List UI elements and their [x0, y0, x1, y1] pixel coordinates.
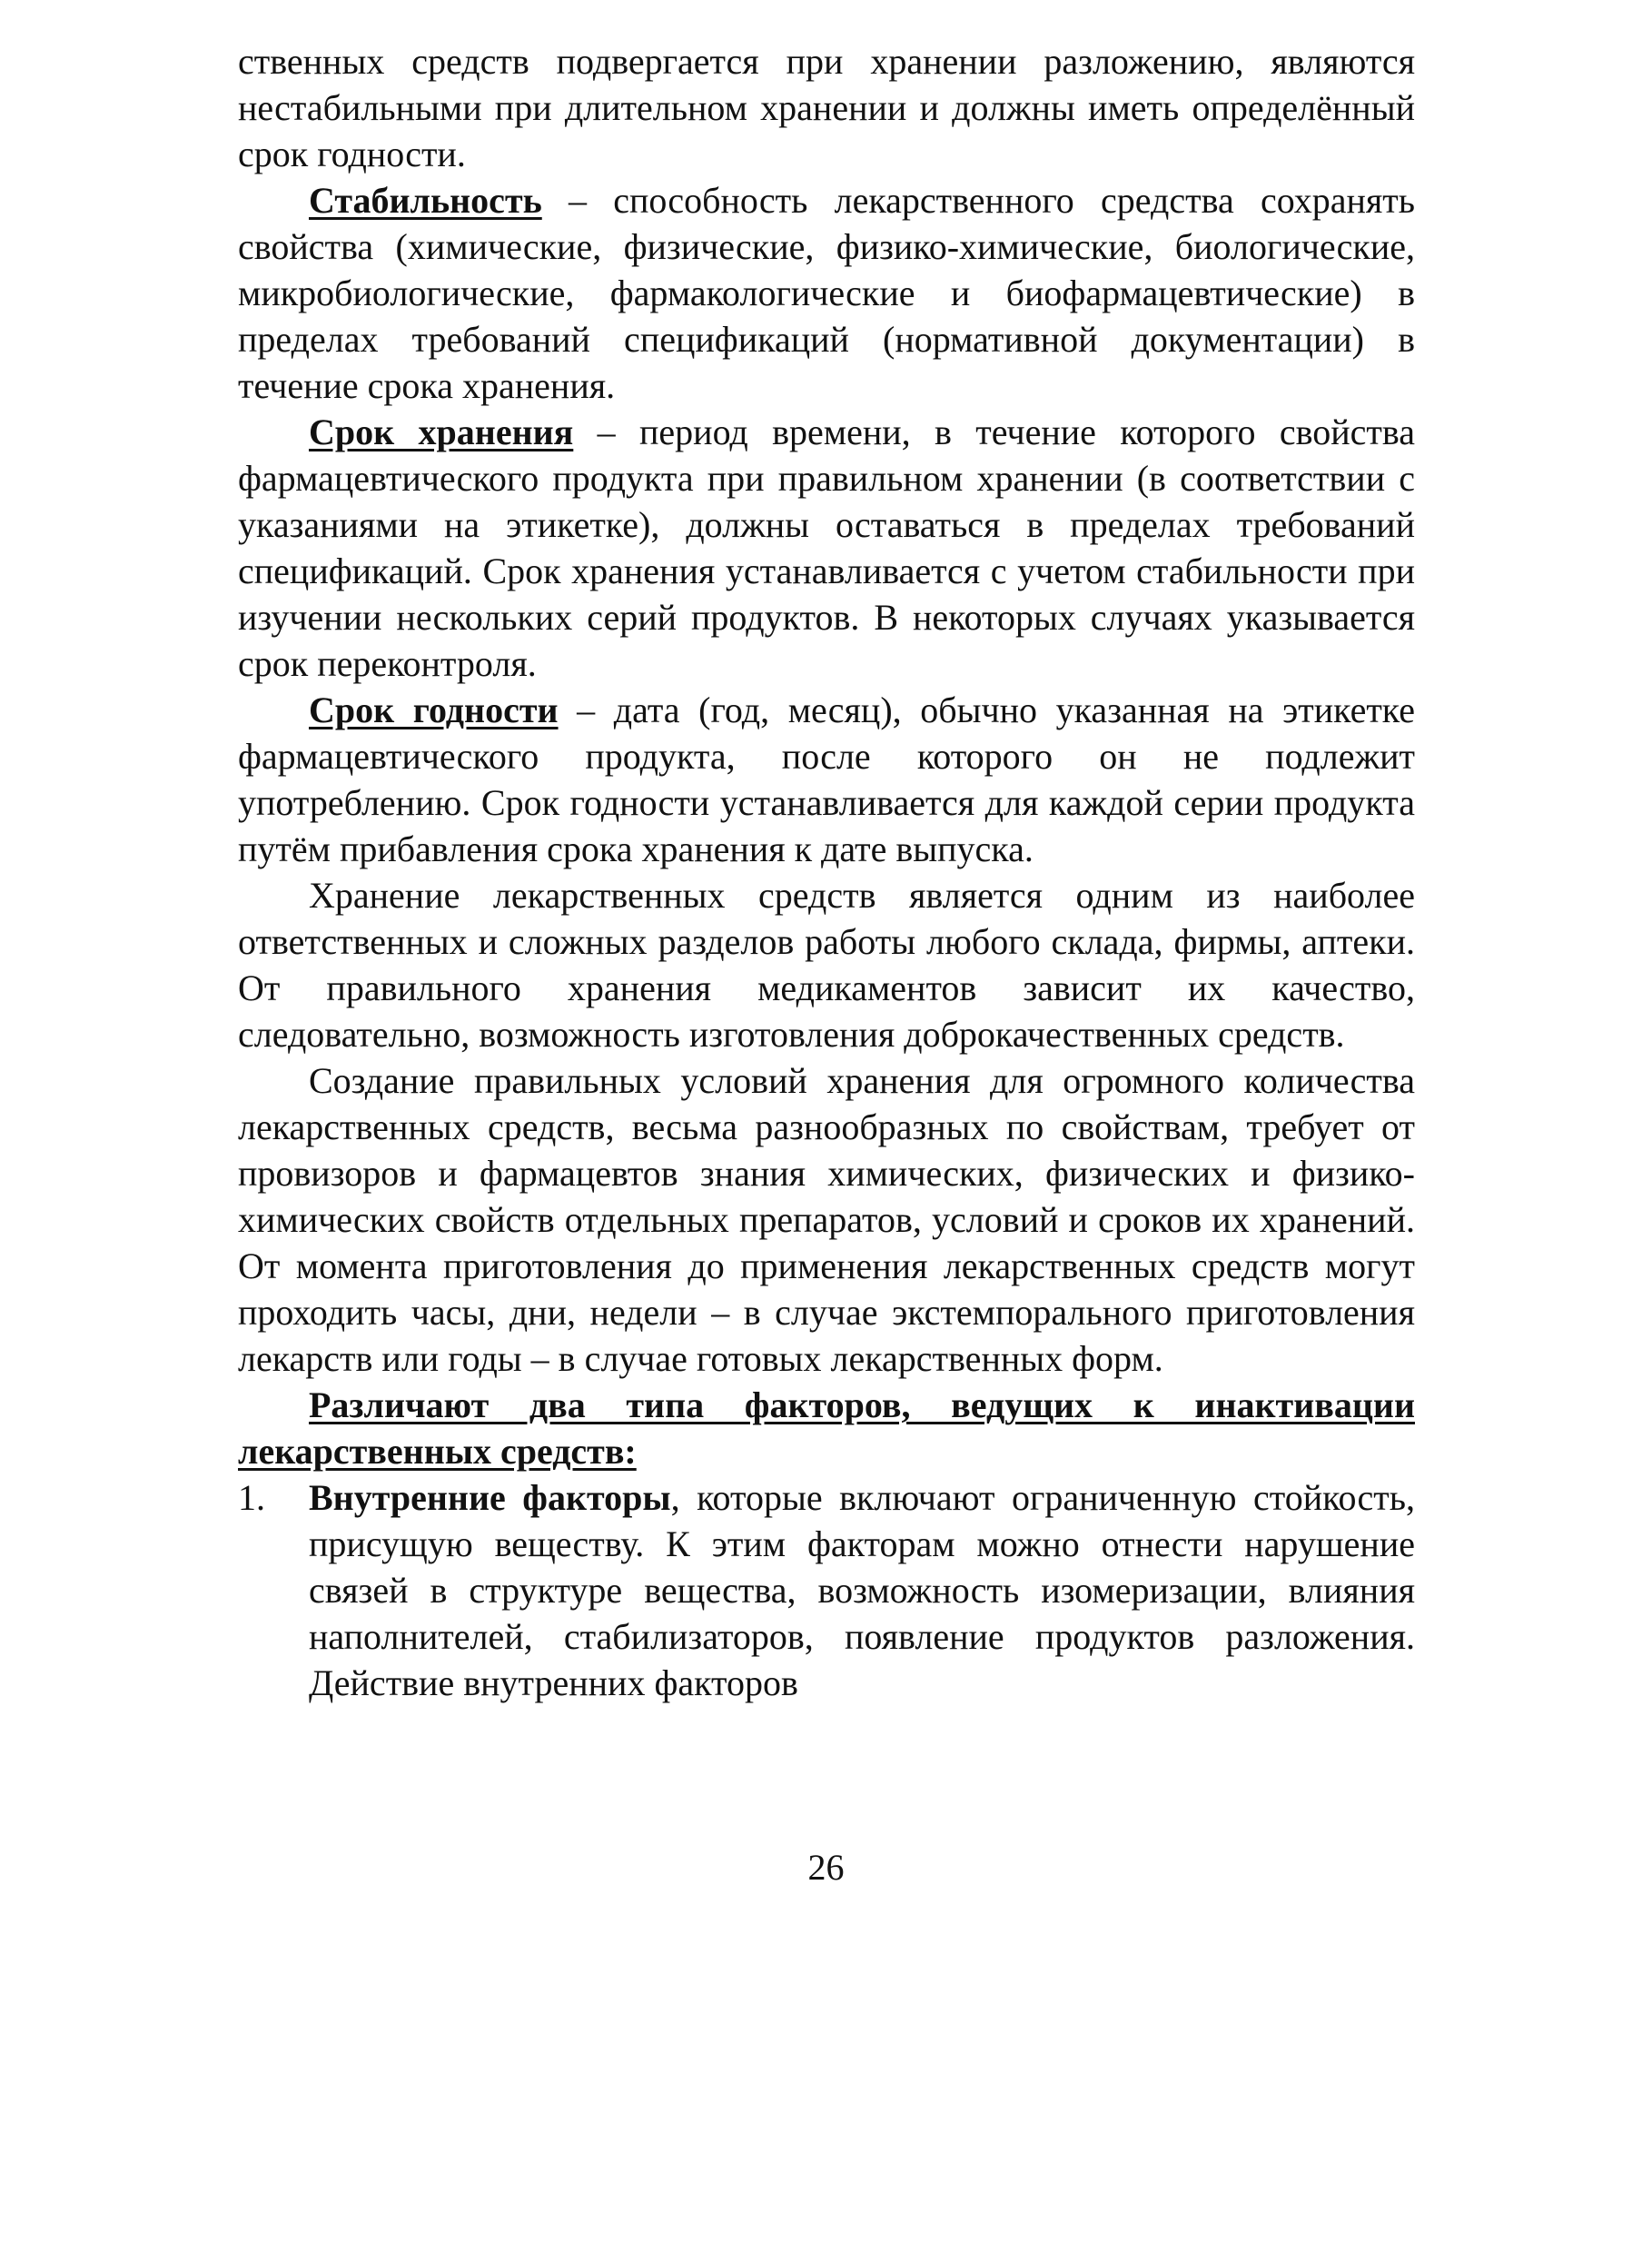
paragraph-storage-importance: Хранение лекарственных средств является одним из наиболее ответственных и сложных разделов работы любого склада, фирмы, аптеки. От правильного хранения медикаментов зависит их качество, следовательно, возможность изготовления доброкачественных средств.: [238, 875, 1415, 1055]
page-number: 26: [807, 1847, 845, 1888]
description-internal-factors: , которые включают ограниченную стойкость, присущую веществу. К этим факторам можно отнести нарушение связей в структуре вещества, возможность изомеризации, влияния наполнителей, стабилизаторов, появление продуктов разложения. Действие внутренних факторов: [309, 1477, 1415, 1703]
list-item-number: 1.: [238, 1477, 265, 1518]
term-storage-period: Срок хранения: [309, 412, 574, 452]
section-heading-factors: Различают два типа факторов, ведущих к инактивации лекарственных средств:: [238, 1384, 1415, 1472]
term-stability: Стабильность: [309, 180, 542, 221]
list-item: [238, 1474, 1415, 1706]
paragraph-storage-period: [238, 409, 1415, 687]
definition-stability: – способность лекарственного средства сохранять свойства (химические, физические, физико-химические, биологические, микробиологические, фармакологические и биофармацевтические) в пределах требований спецификаций (нормативной документации) в течение срока хранения.: [238, 180, 1415, 406]
document-page: [238, 38, 1415, 1706]
term-internal-factors: Внутренние факторы: [309, 1477, 671, 1518]
paragraph-storage-conditions: Создание правильных условий хранения для огромного количества лекарственных средств, весьма разнообразных по свойствам, требует от провизоров и фармацевтов знания химических, физических и физико-химических свойств отдельных препаратов, условий и сроков их хранений. От момента приготовления до применения лекарственных средств могут проходить часы, дни, недели – в случае экстемпорального приготовления лекарств или годы – в случае готовых лекарственных форм.: [238, 1060, 1415, 1379]
paragraph-stability: [238, 177, 1415, 409]
paragraph-expiry-date: [238, 687, 1415, 872]
definition-expiry-date: – дата (год, месяц), обычно указанная на этикетке фармацевтического продукта, после которого он не подлежит употреблению. Срок годности устанавливается для каждой серии продукта путём прибавления срока хранения к дате выпуска.: [238, 689, 1416, 869]
paragraph-continuation: ственных средств подвергается при хранении разложению, являются нестабильными при длительном хранении и должны иметь определённый срок годности.: [238, 41, 1415, 174]
factors-list: [238, 1474, 1415, 1706]
term-expiry-date: Срок годности: [309, 689, 559, 730]
definition-storage-period: – период времени, в течение которого свойства фармацевтического продукта при правильном хранении (в соответствии с указаниями на этикетке), должны оставаться в пределах требований спецификаций. Срок хранения устанавливается с учетом стабильности при изучении нескольких серий продуктов. В некоторых случаях указывается срок переконтроля.: [238, 412, 1415, 684]
list-item-text: [309, 1474, 1415, 1706]
